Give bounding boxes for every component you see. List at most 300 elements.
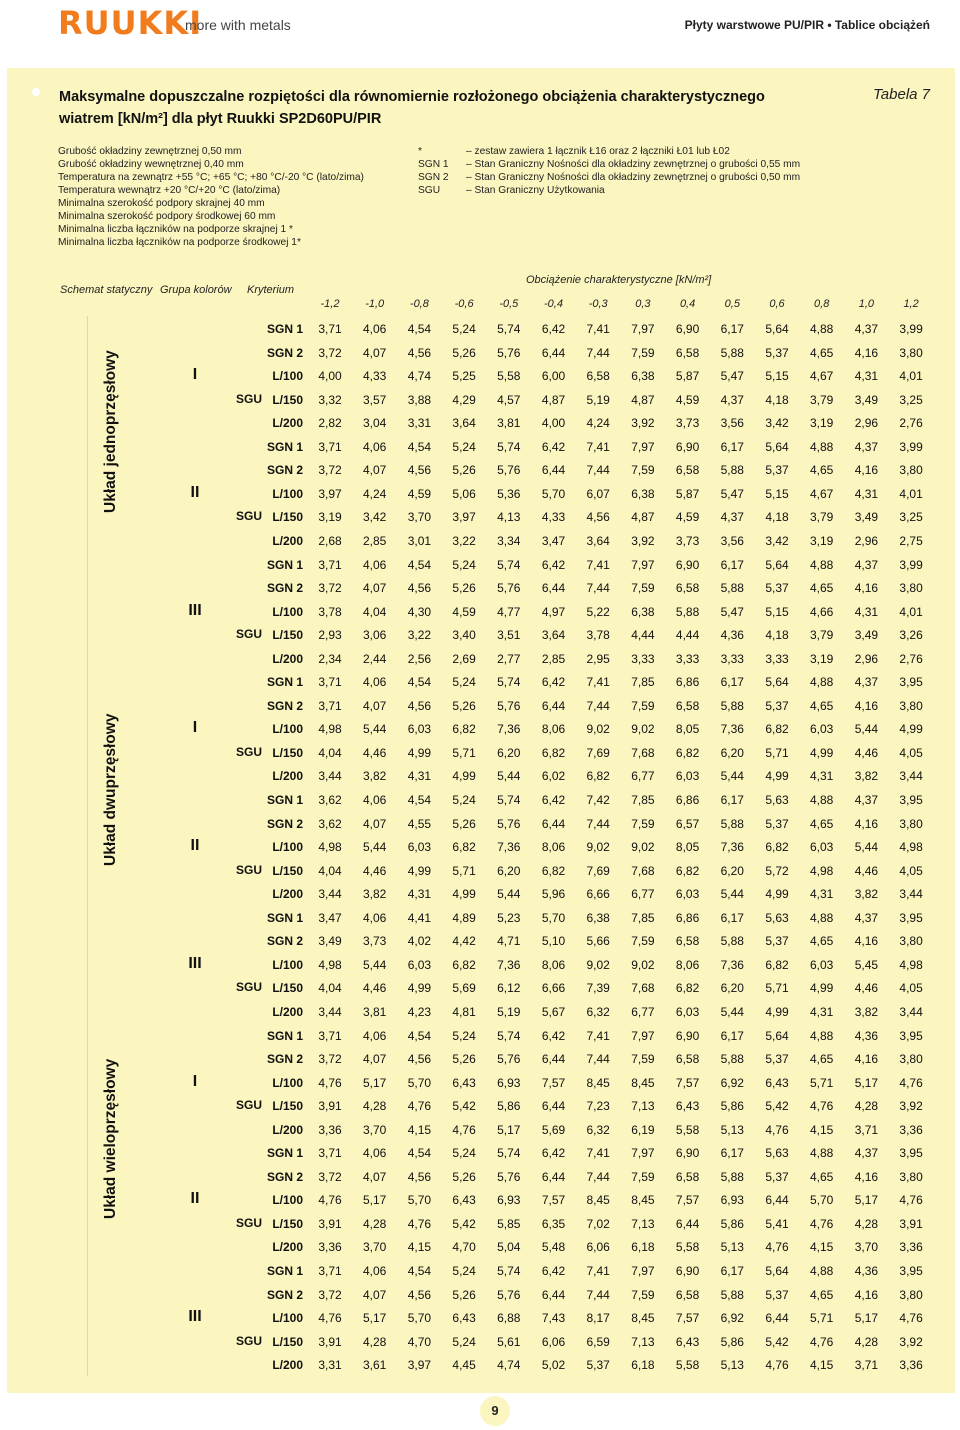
span-value: 4,99 xyxy=(452,769,476,784)
span-value: 5,24 xyxy=(452,675,476,690)
span-value: 5,42 xyxy=(765,1334,789,1349)
span-value: 7,36 xyxy=(497,840,521,855)
span-value: 5,06 xyxy=(452,486,476,501)
sgu-label: SGU xyxy=(236,1333,263,1348)
criterion-label: SGN 2 xyxy=(266,934,303,949)
span-value: 6,82 xyxy=(675,745,700,760)
span-value: 2,44 xyxy=(363,651,387,666)
span-value: 5,13 xyxy=(720,1358,744,1373)
span-value: 4,06 xyxy=(363,910,387,925)
span-value: 4,37 xyxy=(854,793,879,807)
span-value: 4,29 xyxy=(452,392,476,407)
span-value: 3,71 xyxy=(318,675,342,690)
span-value: 3,51 xyxy=(497,628,521,643)
span-value: 4,99 xyxy=(899,722,923,737)
span-value: 6,92 xyxy=(720,1075,744,1090)
span-value: 3,92 xyxy=(631,416,655,431)
span-value: 4,88 xyxy=(810,1264,834,1278)
span-value: 4,71 xyxy=(497,934,521,949)
span-value: 3,95 xyxy=(899,793,923,807)
criterion-label: L/100 xyxy=(272,840,303,855)
span-value: 6,03 xyxy=(675,769,700,784)
span-value: 4,31 xyxy=(854,486,879,501)
span-value: 7,59 xyxy=(631,463,655,478)
span-value: 3,95 xyxy=(899,910,923,925)
span-value: 2,77 xyxy=(497,651,521,666)
span-value: 3,56 xyxy=(720,416,744,431)
span-value: 4,59 xyxy=(675,392,700,407)
span-value: 5,24 xyxy=(452,439,476,454)
span-value: 2,56 xyxy=(407,651,432,666)
span-value: 7,68 xyxy=(631,863,655,878)
span-value: 7,41 xyxy=(586,322,610,336)
span-value: 4,16 xyxy=(854,698,879,713)
span-value: 4,65 xyxy=(810,1052,834,1067)
span-value: 8,05 xyxy=(675,722,700,737)
span-value: 4,88 xyxy=(810,322,834,336)
span-value: 4,56 xyxy=(586,510,610,525)
span-value: 4,54 xyxy=(407,1264,432,1278)
span-value: 5,17 xyxy=(363,1311,387,1326)
span-value: 5,04 xyxy=(497,1240,521,1255)
span-value: 7,44 xyxy=(586,581,610,596)
criterion-label: L/150 xyxy=(272,392,303,407)
note-text: – Stan Graniczny Użytkowania xyxy=(466,185,605,196)
span-value: 6,43 xyxy=(452,1193,476,1208)
span-value: 5,70 xyxy=(541,486,566,501)
span-value: 5,76 xyxy=(497,581,521,596)
span-value: 4,99 xyxy=(407,745,432,760)
span-value: 4,46 xyxy=(854,745,879,760)
table-label: Tabela 7 xyxy=(873,86,930,103)
span-value: 4,16 xyxy=(854,581,879,596)
span-value: 4,87 xyxy=(631,510,655,525)
span-value: 7,44 xyxy=(586,1052,610,1067)
span-value: 5,61 xyxy=(497,1334,521,1349)
span-value: 5,70 xyxy=(810,1193,834,1208)
span-value: 3,82 xyxy=(854,1004,879,1019)
load-header-cell: -0,3 xyxy=(588,298,608,310)
load-header-cell: 0,5 xyxy=(724,298,740,310)
span-value: 5,44 xyxy=(720,769,744,784)
load-header-cell: -1,0 xyxy=(365,298,385,310)
span-value: 3,73 xyxy=(675,416,700,431)
span-value: 6,82 xyxy=(452,722,476,737)
span-value: 8,45 xyxy=(586,1075,610,1090)
span-value: 3,04 xyxy=(363,416,387,431)
span-value: 4,31 xyxy=(407,887,432,902)
span-value: 4,37 xyxy=(854,675,879,690)
criterion-label: L/200 xyxy=(272,416,303,431)
span-value: 5,44 xyxy=(363,840,387,855)
span-value: 5,88 xyxy=(720,1287,744,1302)
header-scheme: Schemat statyczny xyxy=(60,284,153,296)
span-value: 3,92 xyxy=(899,1099,923,1114)
span-value: 5,74 xyxy=(497,675,521,690)
span-value: 4,05 xyxy=(899,981,923,996)
scheme-label xyxy=(102,483,120,513)
criterion-label: L/200 xyxy=(272,533,303,548)
page-number: 9 xyxy=(480,1396,510,1426)
span-value: 4,56 xyxy=(407,1287,432,1302)
span-value: 3,47 xyxy=(541,533,566,548)
span-value: 3,80 xyxy=(899,934,923,949)
criterion-label: L/150 xyxy=(272,1216,303,1231)
span-value: 5,58 xyxy=(497,369,521,384)
span-value: 6,58 xyxy=(675,581,700,596)
span-value: 3,57 xyxy=(363,392,387,407)
span-value: 7,97 xyxy=(631,1264,655,1278)
span-value: 5,96 xyxy=(541,887,566,902)
span-value: 6,77 xyxy=(631,769,655,784)
span-value: 3,80 xyxy=(899,581,923,596)
span-value: 4,28 xyxy=(854,1216,879,1231)
criterion-label: L/100 xyxy=(272,1075,303,1090)
span-value: 5,47 xyxy=(720,369,744,384)
sgu-label: SGU xyxy=(236,391,263,406)
span-value: 5,63 xyxy=(765,910,789,925)
span-value: 4,07 xyxy=(363,463,387,478)
span-value: 3,95 xyxy=(899,1264,923,1278)
span-value: 5,58 xyxy=(675,1122,700,1137)
span-value: 5,64 xyxy=(765,675,789,690)
span-value: 5,44 xyxy=(720,1004,744,1019)
span-value: 3,32 xyxy=(318,392,342,407)
span-value: 6,90 xyxy=(675,1146,700,1161)
span-value: 6,20 xyxy=(497,745,521,760)
load-header-cell: -0,4 xyxy=(544,298,563,310)
span-value: 6,17 xyxy=(720,322,744,336)
span-value: 7,59 xyxy=(631,934,655,949)
span-value: 3,82 xyxy=(854,769,879,784)
span-value: 6,17 xyxy=(720,1028,744,1043)
span-value: 2,96 xyxy=(854,533,879,548)
span-value: 4,06 xyxy=(363,557,387,572)
span-value: 3,71 xyxy=(854,1358,879,1373)
span-value: 6,90 xyxy=(675,1264,700,1278)
span-value: 4,99 xyxy=(765,1004,789,1019)
load-header-cell: -1,2 xyxy=(320,298,340,310)
span-value: 3,33 xyxy=(765,651,789,666)
span-value: 6,03 xyxy=(407,957,432,972)
span-value: 4,99 xyxy=(765,769,789,784)
span-value: 5,88 xyxy=(720,816,744,831)
span-value: 4,87 xyxy=(631,392,655,407)
span-value: 4,41 xyxy=(407,910,432,925)
span-value: 7,02 xyxy=(586,1216,610,1231)
span-value: 7,13 xyxy=(631,1334,655,1349)
span-value: 6,58 xyxy=(586,369,610,384)
criterion-label: SGN 2 xyxy=(266,816,303,831)
span-value: 5,44 xyxy=(497,887,521,902)
span-value: 6,82 xyxy=(452,840,476,855)
criterion-label: L/100 xyxy=(272,1311,303,1326)
note-line xyxy=(418,145,800,158)
span-value: 7,57 xyxy=(541,1193,566,1208)
span-value: 4,76 xyxy=(407,1216,432,1231)
load-header-cell: 1,0 xyxy=(858,298,875,310)
span-value: 6,82 xyxy=(675,863,700,878)
span-value: 6,82 xyxy=(452,957,476,972)
span-value: 6,44 xyxy=(541,463,566,478)
span-value: 7,57 xyxy=(675,1311,700,1326)
span-value: 5,74 xyxy=(497,1028,521,1043)
span-value: 5,58 xyxy=(675,1240,700,1255)
span-value: 4,65 xyxy=(810,1169,834,1184)
span-value: 5,66 xyxy=(586,934,610,949)
span-value: 7,42 xyxy=(586,793,610,807)
span-value: 2,82 xyxy=(318,416,342,431)
criterion-label: L/200 xyxy=(272,1004,303,1019)
span-value: 3,91 xyxy=(318,1216,342,1231)
span-value: 3,44 xyxy=(318,887,342,902)
span-value: 4,81 xyxy=(452,1004,476,1019)
span-value: 7,97 xyxy=(631,439,655,454)
ruukki-logo: RUUKKI xyxy=(58,4,203,42)
span-value: 4,16 xyxy=(854,463,879,478)
span-value: 5,74 xyxy=(497,793,521,807)
span-value: 4,56 xyxy=(407,463,432,478)
criterion-label: SGN 2 xyxy=(266,581,303,596)
sgu-label: SGU xyxy=(236,1215,263,1230)
span-value: 5,37 xyxy=(765,816,789,831)
span-value: 6,44 xyxy=(541,1052,566,1067)
span-value: 7,36 xyxy=(497,957,521,972)
span-value: 4,56 xyxy=(407,1052,432,1067)
parameter-line: Grubość okładziny zewnętrznej 0,50 mm xyxy=(58,146,242,157)
span-value: 5,44 xyxy=(854,840,879,855)
span-value: 7,69 xyxy=(586,863,610,878)
span-value: 5,24 xyxy=(452,1146,476,1161)
span-value: 5,42 xyxy=(452,1099,476,1114)
span-value: 5,58 xyxy=(675,1358,700,1373)
span-value: 8,06 xyxy=(541,722,566,737)
parameter-line: Minimalna szerokość podpory środkowej 60 mm xyxy=(58,211,276,222)
criterion-label: SGN 1 xyxy=(266,793,303,807)
span-value: 3,97 xyxy=(407,1358,432,1373)
span-value: 5,24 xyxy=(452,557,476,572)
span-value: 3,36 xyxy=(318,1240,342,1255)
span-value: 7,41 xyxy=(586,1146,610,1161)
criterion-label: SGN 1 xyxy=(266,557,303,572)
span-value: 4,04 xyxy=(363,604,387,619)
span-value: 6,00 xyxy=(541,369,566,384)
span-value: 5,41 xyxy=(765,1216,789,1231)
note-text: – zestaw zawiera 1 łącznik Ł16 oraz 2 łączniki Ł01 lub Ł02 xyxy=(466,146,730,157)
color-group-label: III xyxy=(188,601,202,619)
span-value: 4,07 xyxy=(363,581,387,596)
span-value: 9,02 xyxy=(631,722,655,737)
span-value: 3,80 xyxy=(899,1052,923,1067)
span-value: 3,22 xyxy=(407,628,432,643)
criterion-label: L/150 xyxy=(272,745,303,760)
span-value: 4,36 xyxy=(854,1264,879,1278)
span-value: 5,17 xyxy=(854,1193,879,1208)
span-value: 3,91 xyxy=(318,1099,342,1114)
span-value: 4,16 xyxy=(854,1169,879,1184)
span-value: 6,59 xyxy=(586,1334,610,1349)
span-value: 5,37 xyxy=(765,1169,789,1184)
span-value: 5,74 xyxy=(497,439,521,454)
span-value: 6,03 xyxy=(407,840,432,855)
span-value: 3,72 xyxy=(318,1169,342,1184)
span-value: 4,54 xyxy=(407,322,432,336)
span-value: 6,44 xyxy=(541,581,566,596)
span-value: 6,17 xyxy=(720,675,744,690)
span-value: 7,44 xyxy=(586,345,610,360)
legend-notes xyxy=(418,145,800,197)
span-value: 5,88 xyxy=(720,698,744,713)
span-value: 8,05 xyxy=(675,840,700,855)
span-value: 7,59 xyxy=(631,1169,655,1184)
span-value: 6,20 xyxy=(720,745,744,760)
span-value: 7,41 xyxy=(586,675,610,690)
span-value: 4,76 xyxy=(765,1122,789,1137)
span-value: 5,88 xyxy=(720,581,744,596)
span-value: 4,88 xyxy=(810,1146,834,1161)
criterion-label: L/200 xyxy=(272,887,303,902)
span-value: 9,02 xyxy=(586,722,610,737)
header-criterion: Kryterium xyxy=(247,284,295,296)
span-value: 6,02 xyxy=(541,769,566,784)
span-value: 4,65 xyxy=(810,934,834,949)
span-value: 5,88 xyxy=(720,1052,744,1067)
span-value: 4,33 xyxy=(363,369,387,384)
span-value: 5,24 xyxy=(452,1028,476,1043)
criterion-label: L/200 xyxy=(272,769,303,784)
span-value: 8,17 xyxy=(586,1311,610,1326)
span-value: 7,59 xyxy=(631,581,655,596)
span-value: 5,44 xyxy=(363,722,387,737)
criterion-label: SGN 2 xyxy=(266,698,303,713)
span-value: 6,44 xyxy=(675,1216,700,1231)
span-value: 5,76 xyxy=(497,1169,521,1184)
span-value: 3,95 xyxy=(899,675,923,690)
span-value: 4,54 xyxy=(407,557,432,572)
span-value: 5,13 xyxy=(720,1122,744,1137)
span-value: 4,59 xyxy=(407,486,432,501)
span-value: 3,44 xyxy=(318,1004,342,1019)
span-value: 6,03 xyxy=(675,887,700,902)
span-value: 9,02 xyxy=(586,840,610,855)
span-value: 3,49 xyxy=(854,510,879,525)
span-value: 7,97 xyxy=(631,1028,655,1043)
span-value: 5,25 xyxy=(452,369,476,384)
span-value: 3,88 xyxy=(407,392,432,407)
span-value: 6,82 xyxy=(765,722,789,737)
span-value: 6,93 xyxy=(497,1193,521,1208)
span-value: 3,79 xyxy=(810,628,834,643)
span-value: 8,06 xyxy=(675,957,700,972)
span-value: 6,20 xyxy=(497,863,521,878)
span-value: 4,54 xyxy=(407,675,432,690)
span-value: 4,56 xyxy=(407,345,432,360)
span-value: 4,59 xyxy=(675,510,700,525)
span-value: 4,97 xyxy=(541,604,566,619)
tagline: more with metals xyxy=(185,17,291,33)
span-value: 6,90 xyxy=(675,1028,700,1043)
span-value: 4,28 xyxy=(363,1099,387,1114)
span-value: 5,74 xyxy=(497,322,521,336)
span-value: 5,37 xyxy=(765,698,789,713)
span-value: 4,59 xyxy=(452,604,476,619)
span-value: 3,42 xyxy=(765,416,789,431)
note-key: SGU xyxy=(418,185,441,196)
span-value: 8,45 xyxy=(586,1193,610,1208)
span-value: 4,87 xyxy=(541,392,566,407)
span-value: 7,13 xyxy=(631,1216,655,1231)
span-value: 4,77 xyxy=(497,604,521,619)
span-value: 6,58 xyxy=(675,934,700,949)
span-value: 4,07 xyxy=(363,1169,387,1184)
span-value: 6,38 xyxy=(631,369,655,384)
span-value: 3,72 xyxy=(318,581,342,596)
span-value: 4,06 xyxy=(363,1264,387,1278)
span-value: 3,42 xyxy=(765,533,789,548)
span-value: 6,86 xyxy=(675,910,700,925)
criterion-label: L/200 xyxy=(272,1358,303,1373)
span-value: 3,80 xyxy=(899,816,923,831)
span-value: 3,79 xyxy=(810,510,834,525)
span-value: 8,45 xyxy=(631,1075,655,1090)
span-value: 5,24 xyxy=(452,1264,476,1278)
span-value: 6,03 xyxy=(810,957,834,972)
span-value: 5,37 xyxy=(765,581,789,596)
span-value: 4,65 xyxy=(810,463,834,478)
span-value: 4,18 xyxy=(765,510,789,525)
span-value: 4,36 xyxy=(720,628,744,643)
span-value: 6,42 xyxy=(541,1028,566,1043)
span-value: 5,37 xyxy=(765,463,789,478)
span-value: 5,87 xyxy=(675,369,700,384)
span-value: 3,25 xyxy=(899,510,923,525)
span-value: 4,04 xyxy=(318,981,342,996)
span-value: 3,72 xyxy=(318,1287,342,1302)
span-value: 4,88 xyxy=(810,675,834,690)
span-value: 7,36 xyxy=(720,722,744,737)
span-value: 4,76 xyxy=(810,1099,834,1114)
span-value: 6,18 xyxy=(631,1358,655,1373)
span-value: 5,64 xyxy=(765,1264,789,1278)
span-value: 3,91 xyxy=(899,1216,923,1231)
span-value: 4,44 xyxy=(631,628,655,643)
span-value: 4,46 xyxy=(854,863,879,878)
span-value: 3,71 xyxy=(318,1264,342,1278)
span-value: 3,26 xyxy=(899,628,923,643)
span-value: 5,88 xyxy=(720,345,744,360)
span-value: 4,31 xyxy=(407,769,432,784)
span-value: 4,16 xyxy=(854,934,879,949)
span-value: 4,05 xyxy=(899,745,923,760)
span-value: 3,81 xyxy=(497,416,521,431)
span-value: 5,71 xyxy=(452,745,476,760)
span-value: 6,58 xyxy=(675,463,700,478)
span-value: 6,32 xyxy=(586,1004,610,1019)
span-value: 6,57 xyxy=(675,816,700,831)
span-value: 2,69 xyxy=(452,651,476,666)
span-value: 3,34 xyxy=(497,533,521,548)
span-value: 2,76 xyxy=(899,651,923,666)
span-value: 3,36 xyxy=(899,1240,923,1255)
span-value: 6,20 xyxy=(720,863,744,878)
span-value: 4,07 xyxy=(363,1287,387,1302)
span-value: 6,58 xyxy=(675,1287,700,1302)
span-value: 3,71 xyxy=(318,439,342,454)
span-value: 6,77 xyxy=(631,887,655,902)
span-value: 4,57 xyxy=(497,392,521,407)
load-header-cell: -0,8 xyxy=(409,298,429,310)
span-value: 4,18 xyxy=(765,392,789,407)
